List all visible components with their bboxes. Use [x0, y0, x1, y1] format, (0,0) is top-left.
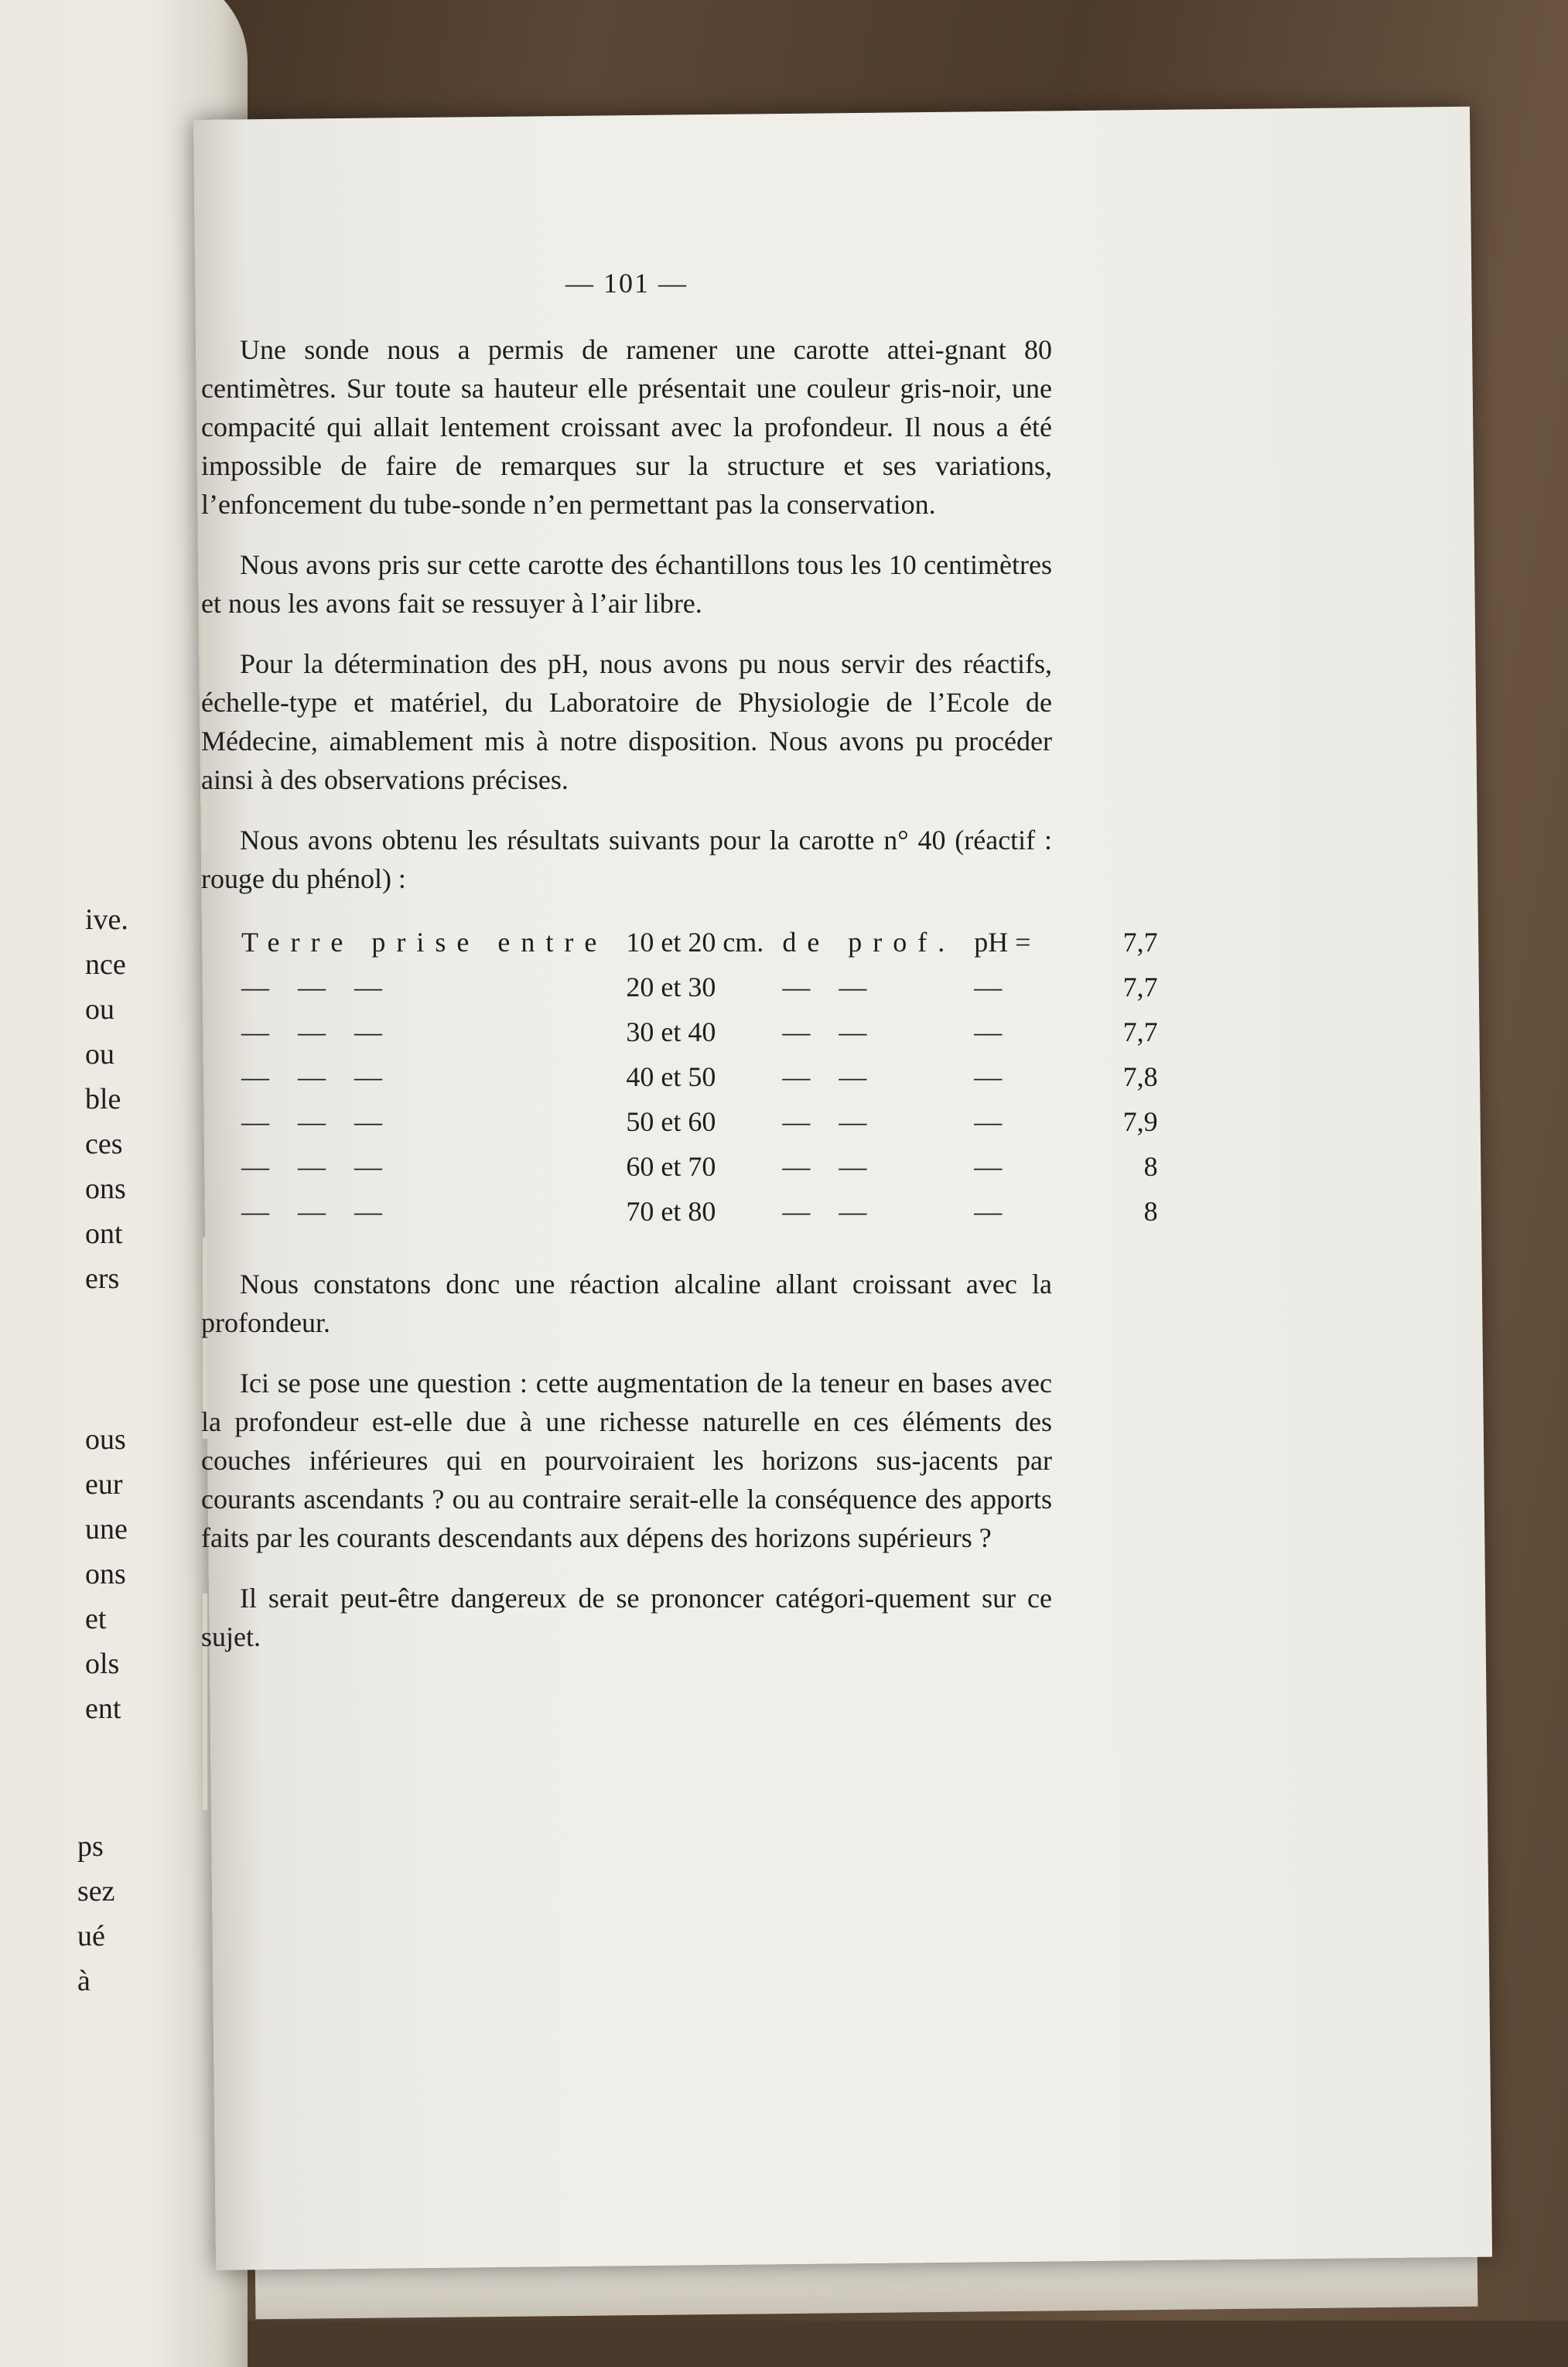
left-page-fragment: ces: [85, 1128, 123, 1160]
left-page-fragment: ent: [85, 1692, 121, 1725]
paragraph: Pour la détermination des pH, nous avons pu nous servir des réactifs, échelle-type et matériel, du Laboratoire de Physiologie de l’Ecole de Médecine, aimablement mis à notre disposition. Nous avons pu procéder ainsi à des observations précises.: [201, 648, 1052, 795]
row-ph-value: 7,7: [1122, 1016, 1158, 1047]
table-row: [232, 1189, 1167, 1234]
row-suffix: — —: [782, 1106, 878, 1137]
row-range: 50 et 60: [626, 1106, 716, 1137]
table-row: [232, 1009, 1167, 1054]
left-page-fragment: ps: [77, 1830, 104, 1863]
row-prefix: — — —: [241, 972, 393, 1002]
left-page-fragment: ué: [77, 1920, 105, 1952]
left-page-fragment: ont: [85, 1218, 123, 1250]
row-prefix: — — —: [241, 1196, 393, 1227]
paragraph: Il serait peut-être dangereux de se prononcer catégori-quement sur ce sujet.: [201, 1583, 1052, 1652]
row-ph-label: —: [974, 1106, 1003, 1137]
row-ph-value: 7,9: [1122, 1106, 1158, 1137]
left-page-fragment: ous: [85, 1423, 126, 1456]
page-number: — 101 —: [565, 268, 688, 299]
left-page-fragment: sez: [77, 1875, 115, 1908]
table-row: [232, 1054, 1167, 1099]
row-suffix: — —: [782, 1016, 878, 1047]
row-prefix: — — —: [241, 1151, 393, 1182]
left-page-fragment: ons: [85, 1173, 126, 1205]
row-suffix: de prof.: [782, 927, 956, 958]
left-page-fragment: ive.: [85, 903, 128, 936]
row-ph-label: —: [974, 1061, 1003, 1092]
row-ph-value: 8: [1143, 1151, 1158, 1182]
row-range: 30 et 40: [626, 1016, 716, 1047]
left-page-fragment: eur: [85, 1468, 123, 1501]
left-page-fragment: ons: [85, 1558, 126, 1590]
ph-results-table: [232, 920, 1167, 1234]
left-page-fragment: à: [77, 1965, 91, 1997]
left-page-fragment: ers: [85, 1262, 120, 1295]
row-suffix: — —: [782, 972, 878, 1002]
row-ph-label: —: [974, 1016, 1003, 1047]
left-page-fragment: ols: [85, 1648, 120, 1680]
row-ph-value: 7,7: [1122, 927, 1158, 958]
left-page-fragment: et: [85, 1603, 107, 1635]
row-suffix: — —: [782, 1061, 878, 1092]
paragraph: Nous avons pris sur cette carotte des échantillons tous les 10 centimètres et nous les avons fait se ressuyer à l’air libre.: [201, 549, 1052, 619]
paragraph: Une sonde nous a permis de ramener une carotte attei-gnant 80 centimètres. Sur toute sa hauteur elle présentait une couleur gris-noir, une compacité qui allait lentement croissant avec la profondeur. Il nous a été impossible de faire de remarques sur la structure et ses variations, l’enfoncement du tube-sonde n’en permettant pas la conservation.: [201, 334, 1052, 520]
row-range: 60 et 70: [626, 1151, 716, 1182]
table-row: [232, 920, 1167, 965]
left-page-fragment: ou: [85, 993, 114, 1026]
table-row: [232, 965, 1167, 1009]
left-page-fragment: ble: [85, 1083, 121, 1115]
left-page-fragment: une: [85, 1513, 128, 1546]
paragraph: Nous avons obtenu les résultats suivants pour la carotte n° 40 (réactif : rouge du phénol) :: [201, 825, 1052, 894]
row-range: 20 et 30: [626, 972, 716, 1002]
row-range: 10 et 20 cm.: [626, 927, 764, 958]
row-ph-label: —: [974, 1196, 1003, 1227]
row-ph-label: —: [974, 1151, 1003, 1182]
row-ph-value: 8: [1143, 1196, 1158, 1227]
left-page-fragment: nce: [85, 948, 126, 981]
row-prefix: — — —: [241, 1106, 393, 1137]
row-ph-value: 7,8: [1122, 1061, 1158, 1092]
row-ph-label: —: [974, 972, 1003, 1002]
table-row: [232, 1099, 1167, 1144]
row-range: 70 et 80: [626, 1196, 716, 1227]
table-row: [232, 1144, 1167, 1189]
row-suffix: — —: [782, 1196, 878, 1227]
row-suffix: — —: [782, 1151, 878, 1182]
row-range: 40 et 50: [626, 1061, 716, 1092]
paragraph: Ici se pose une question : cette augmentation de la teneur en bases avec la profondeur est-elle due à une richesse naturelle en ces éléments des couches inférieures qui en pourvoiraient les horizons sus-jacents par courants ascendants ? ou au contraire serait-elle la conséquence des apports faits par les courants descendants aux dépens des horizons supérieurs ?: [201, 1368, 1052, 1553]
row-prefix: Terre prise entre: [241, 927, 608, 958]
row-ph-value: 7,7: [1122, 972, 1158, 1002]
left-page-fragment: ou: [85, 1038, 114, 1071]
page-content: [201, 267, 1238, 1678]
row-prefix: — — —: [241, 1016, 393, 1047]
row-prefix: — — —: [241, 1061, 393, 1092]
row-ph-label: pH =: [974, 927, 1031, 958]
paragraph: Nous constatons donc une réaction alcaline allant croissant avec la profondeur.: [201, 1269, 1052, 1338]
